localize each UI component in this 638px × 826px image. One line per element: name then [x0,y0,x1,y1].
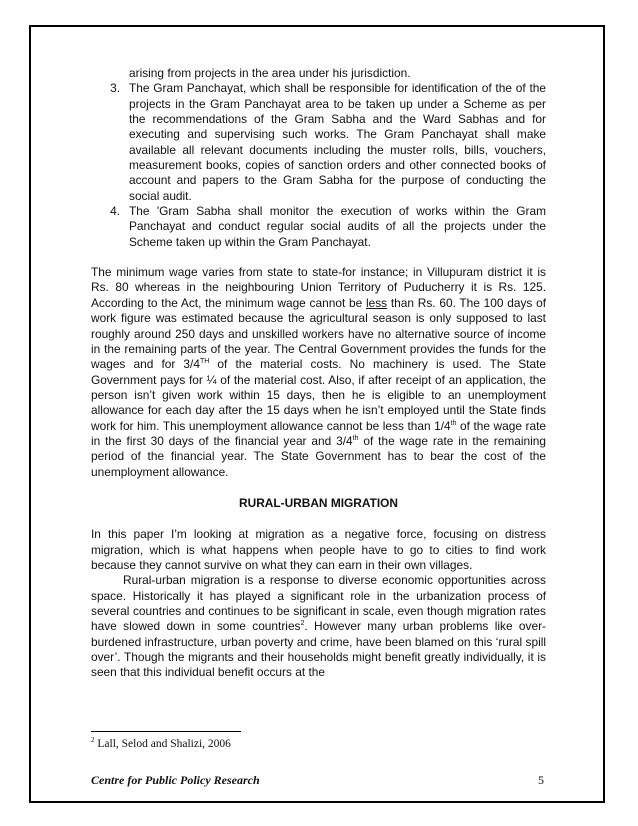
underlined-word: less [365,295,388,310]
list-item-number: 4. [110,204,120,219]
list-item-text: The Gram Panchayat, which shall be responsible for identification of the of the projects in the Gram Panchayat area to be taken up under a Scheme as per the recommendations of the Gram Sabha and the Ward Sabhas and for executing and supervising such works. The Gram Panchayat shall make available all relevant documents including the muster rolls, bills, vouchers, measurement books, copies of sanction orders and other connected books of account and papers to the Gram Sabha for the purpose of conducting the social audit. [129,81,546,203]
migration-paragraph-2: Rural-urban migration is a response to diverse economic opportunities across space. Historically it has played a significant role in the urbanization process of several countries and continues to be significant in scale, even though migration rates have slowed down in some countries$^2$. However many urban problems like over-burdened infrastructure, urban poverty and crime, have been blamed on this ‘rural spill over’. Though the migrants and their households might benefit greatly individually, it is seen that this individual benefit occurs at the [91,573,546,680]
footnote-number: 2 [91,736,95,745]
list-item-number: 3. [110,81,120,96]
footnote-rule [91,731,241,732]
footnote-text: Lall, Selod and Shalizi, 2006 [94,738,231,750]
list-item [91,204,546,250]
footer-organization: Centre for Public Policy Research [91,773,260,787]
main-text [91,66,546,681]
migration-paragraph-1: In this paper I’m looking at migration as a negative force, focusing on distress migration, which is what happens when people have to go to cities to find work because they cannot survive on what they can earn in their own villages. [91,527,546,572]
section-heading: RURAL-URBAN MIGRATION [239,495,398,510]
list-item [91,81,546,204]
list-item-text: The 'Gram Sabha shall monitor the execution of works within the Gram Panchayat and conduct regular social audits of all the projects under the Scheme taken up within the Gram Panchayat. [129,204,546,249]
footnote [91,738,231,750]
list-continuation: arising from projects in the area under his jurisdiction. [129,66,411,80]
wage-paragraph: The minimum wage varies from state to state-for instance; in Villupuram district it is Rs. 80 whereas in the neighbouring Union Territory of Puducherry it is Rs. 125. According to the Act, the minimum wage cannot be less than Rs. 60. The 100 days of work figure was estimated because the agricultural season is only supposed to last roughly around 250 days and unskilled workers have no alternative source of income in the remaining parts of the year. The Central Government provides the funds for the wages and for 3/4TH of the material costs. No machinery is used. The State Government pays for ¼ of the material cost. Also, if after receipt of an application, the person isn’t given work within 15 days, then he is eligible to an unemployment allowance for each day after the 15 days when he isn’t employed until the State finds work for him. This unemployment allowance cannot be less than 1/4th of the wage rate in the first 30 days of the financial year and 3/4th of the wage rate in the remaining period of the financial year. The State Government has to bear the cost of the unemployment allowance. [91,265,547,479]
page-number: 5 [538,773,544,787]
footnote-ref: 2 [300,620,305,628]
